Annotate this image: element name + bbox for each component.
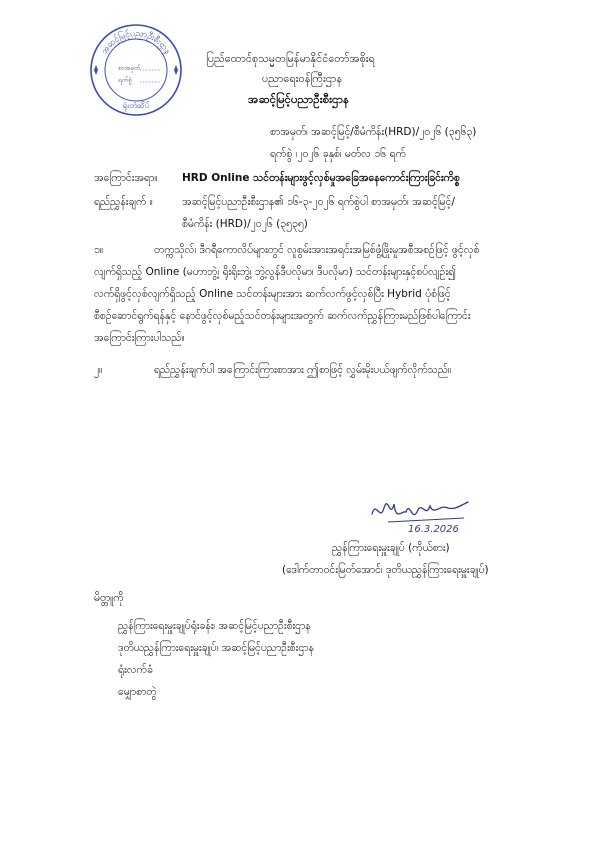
seal-ring-text: အဆင့်မြင့်ပညာဦးစီးဌာန [99, 28, 173, 57]
paragraph-1-line-2: လျက်ရှိသည့် Online (မဟာဘွဲ့၊ ရိုးရိုးဘွဲ့၊ ဘွဲ့လွန်ဒီပလိုမာ၊ ဒီပလိုမာ) သင်တန်းများနှင့်စပ်လျဉ်း၍ [94, 266, 456, 278]
star-icon [174, 65, 178, 75]
paragraph-1-line-5: အကြောင်းကြားပါသည်။ [94, 332, 185, 344]
subject-label: အကြောင်းအရာ။ [94, 172, 158, 184]
seal-field-date: ရက်စွဲ [118, 76, 132, 84]
paragraph-1-number: ၁။ [94, 244, 104, 256]
paragraph-1-line-4: စီစဉ်ဆောင်ရွက်ရန်နှင့် နောင်ဖွင့်လှစ်မည့်သင်တန်းများအတွက် ဆက်လက်ညွှန်ကြားမည်ဖြစ်ပါကြောင်း [94, 310, 471, 322]
cc-label: မိတ္တူကို [94, 592, 124, 604]
reference-line-1: အဆင့်မြင့်ပညာဦးစီးဌာန၏ ၁၆-၃-၂၀၂၆ ရက်စွဲပါ စာအမှတ်၊ အဆင့်မြင့်/ [182, 196, 455, 208]
signatory-name: (ဒေါက်တာဝင်းမြတ်အောင်၊ ဒုတိယညွှန်ကြားရေးမှူးချုပ်) [282, 564, 489, 576]
subject-text: HRD Online သင်တန်းများဖွင့်လှစ်မှုအခြေအနေကောင်းကြားခြင်းကိစ္စ [182, 172, 460, 184]
header-government: ပြည်ထောင်စုသမ္မတမြန်မာနိုင်ငံတော်အစိုးရ [206, 52, 375, 65]
paragraph-1-line-3: လက်ရှိဖွင့်လှစ်လျက်ရှိသည့် Online သင်တန်းများအား ဆက်လက်ဖွင့်လှစ်ပြီး Hybrid ပုံစံဖြင့် [94, 288, 451, 300]
cc-item: မျှောစာတွဲ [118, 686, 157, 698]
signature-date: 16.3.2026 [408, 524, 459, 535]
handwritten-signature [368, 492, 474, 536]
star-icon [94, 65, 98, 75]
header-department: အဆင့်မြင့်ပညာဦးစီးဌာန [248, 92, 350, 106]
paragraph-1-line-1: တက္ကသိုလ်၊ ဒီဂရီကောလိပ်များတွင် လူစွမ်းအားအရင်းအမြစ်ဖွံ့ဖြိုးမှုအစီအစဉ်ဖြင့် ဖွင့်လှစ် [154, 244, 480, 256]
reference-label: ရည်ညွှန်းချက် ။ [94, 196, 153, 208]
paragraph-2-text: ရည်ညွှန်းချက်ပါ အကြောင်းကြားစာအား ဤစာဖြင့် လွှမ်းမိုးပယ်ဖျက်လိုက်သည်။ [154, 364, 452, 376]
reference-line-2: စီမံကိန်း (HRD)/၂၀၂၆ (၃၅၃၅) [182, 218, 308, 230]
paragraph-2-number: ၂။ [94, 364, 103, 376]
letter-date: ရက်စွဲ ၊၂၀၂၆ ခုနှစ်၊ မတ်လ ၁၆ ရက် [270, 148, 406, 160]
letter-number: စာအမှတ်၊ အဆင့်မြင့်/စီမံကိန်း(HRD)/၂၀၂၆ (၃၅၆၃) [270, 126, 477, 138]
seal-bottom-text: ရုံးတံဆိပ် [122, 101, 150, 110]
cc-item: ရုံးလက်ခံ [118, 664, 153, 676]
header-ministry: ပညာရေးဝန်ကြီးဌာန [262, 72, 343, 85]
office-seal [88, 22, 184, 118]
cc-item: ဒုတိယညွှန်ကြားရေးမှူးချုပ်၊ အဆင့်မြင့်ပညာဦးစီးဌာန [118, 642, 314, 654]
seal-field-number: စာအမှတ် [118, 64, 141, 72]
cc-item: ညွှန်ကြားရေးမှူးချုပ်ရုံးခန်း၊ အဆင့်မြင့်ပညာဦးစီးဌာန [118, 620, 311, 632]
signatory-title: ညွှန်ကြားရေးမှူးချုပ် (ကိုယ်စား) [332, 542, 450, 554]
